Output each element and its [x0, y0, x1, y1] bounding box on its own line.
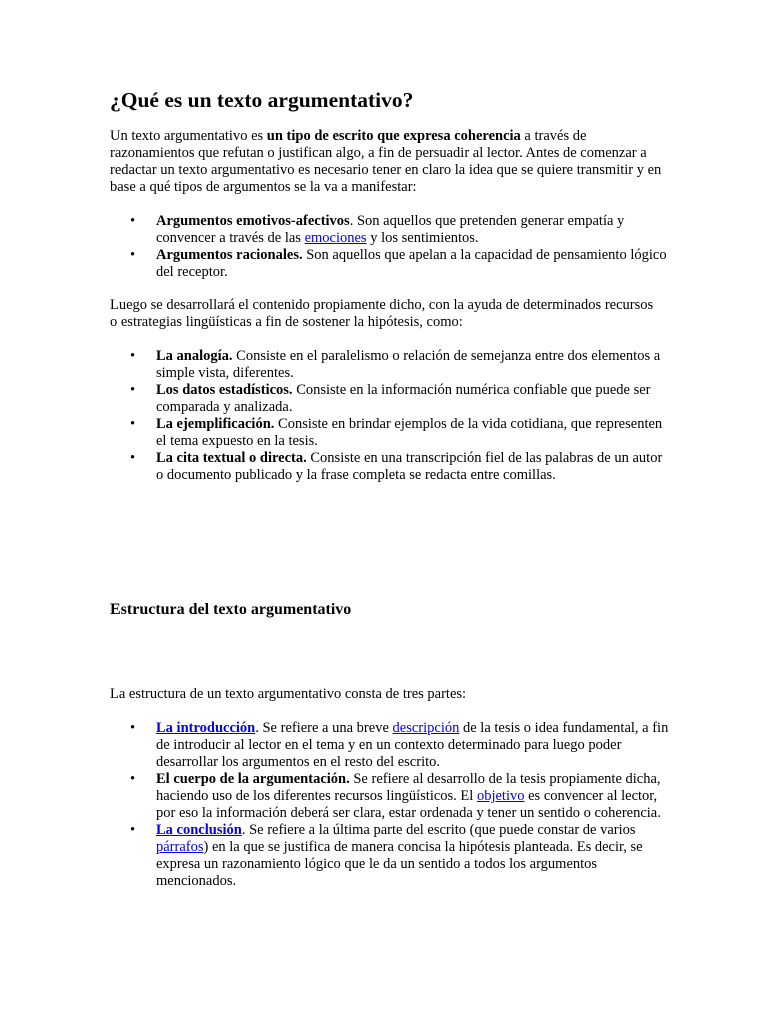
list-item-bold: La cita textual o directa. — [156, 450, 307, 466]
introduccion-link[interactable]: La introducción — [156, 720, 256, 736]
arguments-list — [110, 213, 670, 281]
intro-paragraph — [110, 128, 662, 196]
list-item — [110, 213, 670, 247]
objetivo-link[interactable]: objetivo — [476, 788, 525, 804]
list-item — [110, 416, 670, 450]
page-title: ¿Qué es un texto argumentativo? — [110, 88, 414, 112]
list-item-bold: Argumentos emotivos-afectivos — [156, 213, 350, 229]
resources-list — [110, 348, 670, 484]
list-item — [110, 771, 670, 822]
list-item-text: . Se refiere a la última parte del escrito (que puede constar de varios — [241, 822, 636, 838]
list-item-bold: La ejemplificación. — [156, 416, 275, 432]
list-item-bold: Los datos estadísticos. — [156, 382, 293, 398]
list-item — [110, 382, 670, 416]
list-item-text: es convencer al lector, por eso la información deberá ser clara, estar ordenada y tener un sentido o coherencia. — [156, 788, 661, 821]
list-item — [110, 247, 670, 281]
list-item-bold: Argumentos racionales. — [156, 247, 303, 263]
list-item-text: Se refiere al desarrollo de la tesis propiamente dicha, haciendo uso de los diferentes recursos lingüísticos. El — [156, 771, 661, 804]
list-item — [110, 720, 670, 771]
structure-paragraph: La estructura de un texto argumentativo consta de tres partes: — [110, 686, 467, 702]
emociones-link[interactable]: emociones — [304, 230, 367, 246]
list-item-bold: La analogía. — [156, 348, 233, 364]
list-item — [110, 348, 670, 382]
list-item-bold: El cuerpo de la argumentación. — [156, 771, 350, 787]
section-heading: Estructura del texto argumentativo — [110, 601, 352, 618]
list-item — [110, 822, 670, 890]
descripcion-link[interactable]: descripción — [392, 720, 460, 736]
list-item-text: ) en la que se justifica de manera concisa la hipótesis planteada. Es decir, se expresa un razonamiento lógico que le da un sentido a todos los argumentos mencionados. — [156, 839, 643, 889]
intro-text-2: a través de razonamientos que refutan o justifican algo, a fin de persuadir al lector. Antes de comenzar a redactar un texto argumentativo es necesario tener en claro la idea que se quiere transmitir y en base a qué tipos de argumentos se la va a manifestar: — [110, 128, 662, 195]
list-item — [110, 450, 670, 484]
list-item-text: Consiste en el paralelismo o relación de semejanza entre dos elementos a simple vista, diferentes. — [156, 348, 661, 381]
development-paragraph: Luego se desarrollará el contenido propiamente dicho, con la ayuda de determinados recursos o estrategias lingüísticas a fin de sostener la hipótesis, como: — [110, 297, 654, 330]
list-item-text: . Son aquellos que pretenden generar empatía y convencer a través de las — [156, 213, 625, 246]
intro-bold: un tipo de escrito que expresa coherencia — [266, 128, 521, 144]
list-item-text: Consiste en brindar ejemplos de la vida cotidiana, que representen el tema expuesto en la tesis. — [156, 416, 663, 449]
parts-list — [110, 720, 670, 890]
parrafos-link[interactable]: párrafos — [156, 839, 204, 855]
conclusion-link[interactable]: La conclusión — [156, 822, 242, 838]
intro-text-1: Un texto argumentativo es — [110, 128, 267, 144]
list-item-text: Consiste en la información numérica confiable que puede ser comparada y analizada. — [156, 382, 651, 415]
list-item-text: Son aquellos que apelan a la capacidad de pensamiento lógico del receptor. — [156, 247, 667, 280]
list-item-text: . Se refiere a una breve — [255, 720, 393, 736]
list-item-text: y los sentimientos. — [366, 230, 479, 246]
list-item-text: Consiste en una transcripción fiel de las palabras de un autor o documento publicado y la frase completa se redacta entre comillas. — [156, 450, 663, 483]
list-item-text: de la tesis o idea fundamental, a fin de introducir al lector en el tema y en un contexto determinado para luego poder desarrollar los argumentos en el resto del escrito. — [156, 720, 669, 770]
